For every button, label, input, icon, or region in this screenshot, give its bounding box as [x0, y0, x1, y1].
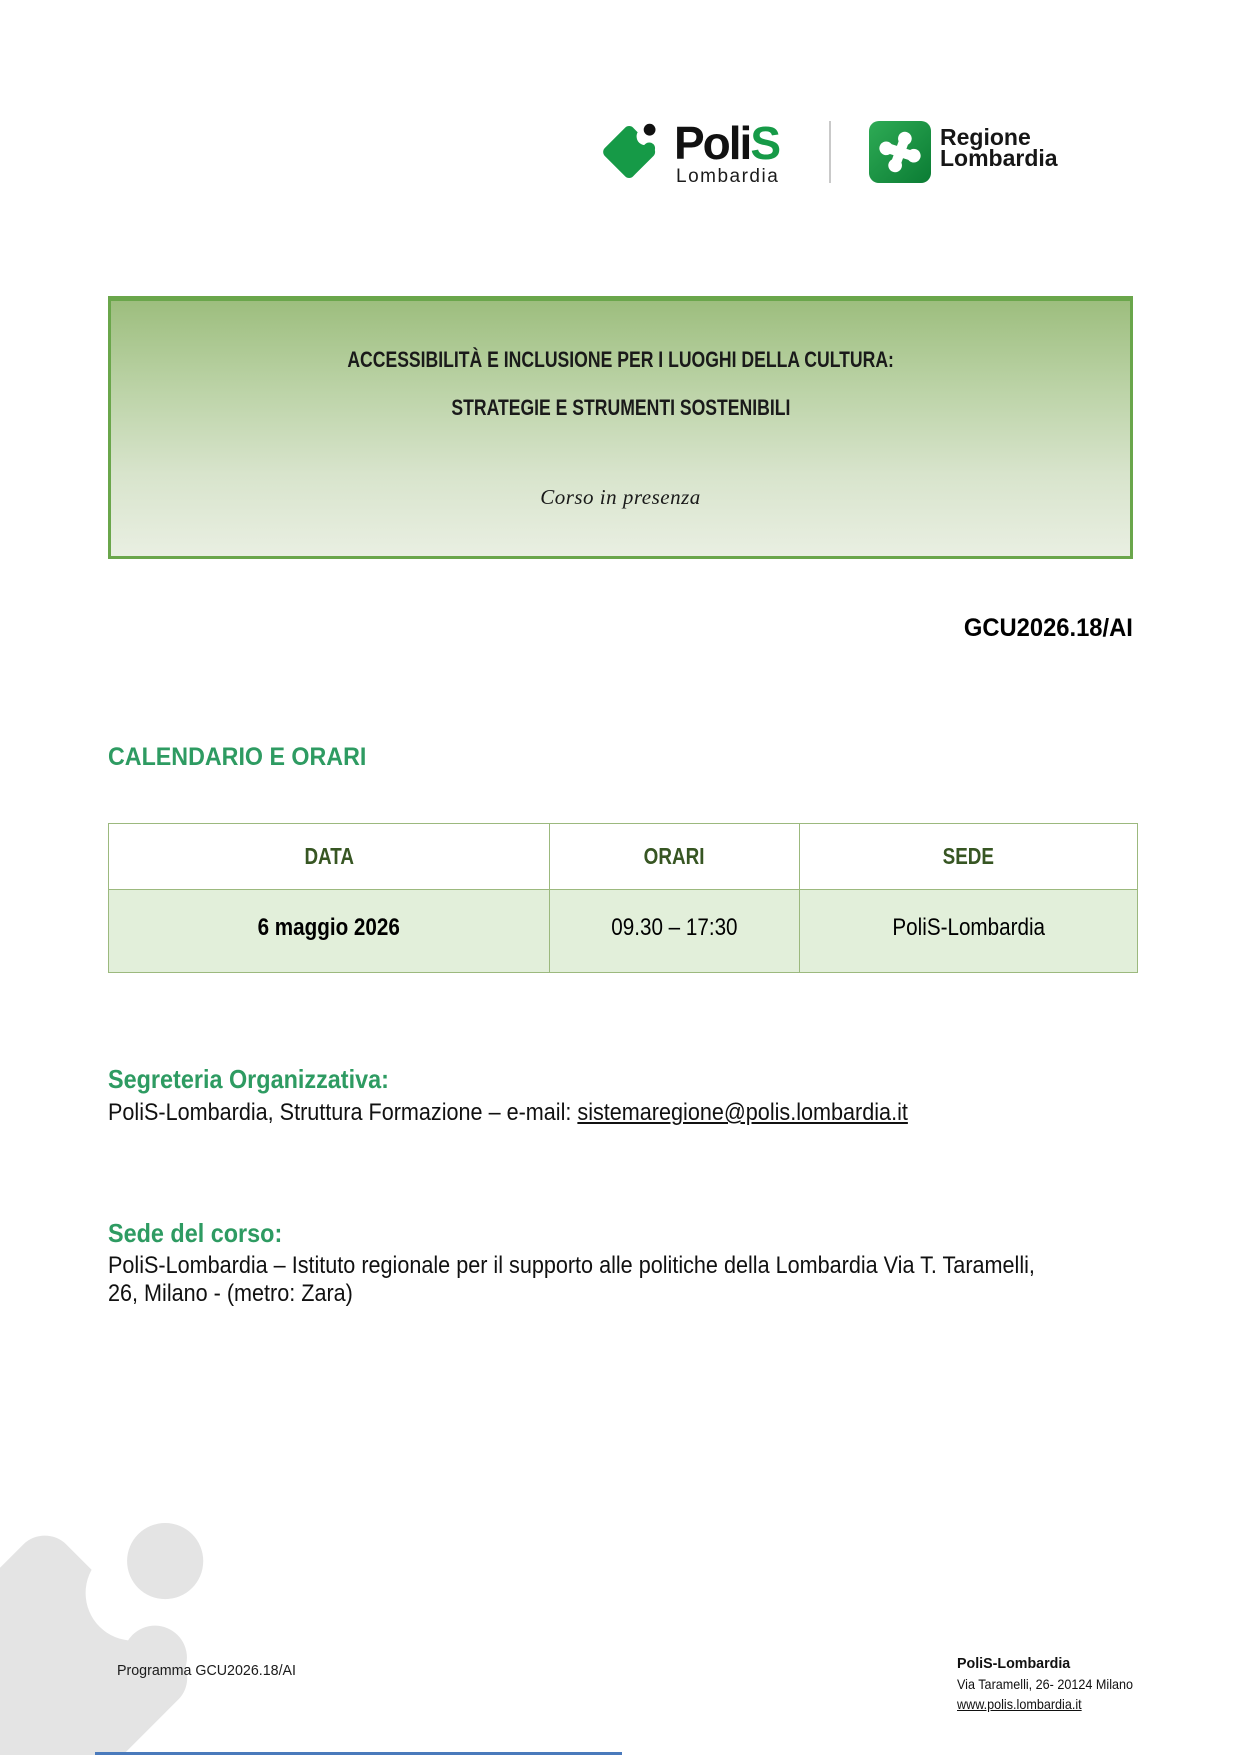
- course-title-box: [108, 296, 1133, 559]
- footer-website: [957, 1694, 1153, 1714]
- course-title-line1: ACCESSIBILITÀ E INCLUSIONE PER I LUOGHI DELLA CULTURA:: [347, 347, 894, 372]
- segreteria-body-text: PoliS-Lombardia, Struttura Formazione – e-mail:: [108, 1099, 578, 1126]
- segreteria-body: [108, 1099, 997, 1127]
- course-code: GCU2026.18/AI: [964, 614, 1133, 642]
- regione-wordmark-line2: Lombardia: [940, 145, 1058, 171]
- regione-wordmark-line1: Regione: [940, 124, 1031, 150]
- calendar-heading: CALENDARIO E ORARI: [108, 743, 367, 771]
- table-cell-venue: PoliS-Lombardia: [800, 890, 1138, 973]
- sede-body: [108, 1252, 1138, 1308]
- footer-org: PoliS-Lombardia: [957, 1655, 1071, 1672]
- footer-program-code: Programma GCU2026.18/AI: [117, 1662, 297, 1679]
- sede-heading: Sede del corso:: [108, 1218, 283, 1248]
- table-header-row: [109, 824, 1138, 890]
- sede-body-line2: 26, Milano - (metro: Zara): [108, 1280, 353, 1307]
- segreteria-heading: Segreteria Organizzativa:: [108, 1064, 389, 1094]
- course-title-line2: STRATEGIE E STRUMENTI SOSTENIBILI: [450, 395, 790, 420]
- table-header-orari: ORARI: [550, 824, 800, 890]
- polis-wordmark-subtitle: Lombardia: [676, 166, 780, 187]
- footer-contact-block: [957, 1654, 1153, 1714]
- polis-wordmark-text: PoliS: [674, 117, 780, 169]
- footer-address: Via Taramelli, 26- 20124 Milano: [957, 1676, 1134, 1692]
- sede-body-line1: PoliS-Lombardia – Istituto regionale per il supporto alle politiche della Lombardia Via T. Taramelli,: [108, 1252, 1035, 1279]
- table-cell-date: 6 maggio 2026: [109, 890, 550, 973]
- polis-wordmark: [674, 117, 780, 188]
- table-row: [109, 890, 1138, 973]
- table-cell-hours: 09.30 – 17:30: [550, 890, 800, 973]
- polis-logo-mark-icon: [598, 121, 664, 183]
- calendar-table: [108, 823, 1138, 973]
- table-header-sede: SEDE: [800, 824, 1138, 890]
- website-link[interactable]: www.polis.lombardia.it: [957, 1696, 1082, 1712]
- regione-lombardia-logo-mark-icon: [869, 121, 931, 183]
- logo-divider: [829, 121, 831, 183]
- course-mode-label: Corso in presenza: [540, 485, 701, 509]
- regione-wordmark: [940, 124, 1058, 171]
- polis-watermark-icon: [0, 1508, 225, 1755]
- table-header-data: DATA: [109, 824, 550, 890]
- email-link[interactable]: sistemaregione@polis.lombardia.it: [577, 1099, 908, 1126]
